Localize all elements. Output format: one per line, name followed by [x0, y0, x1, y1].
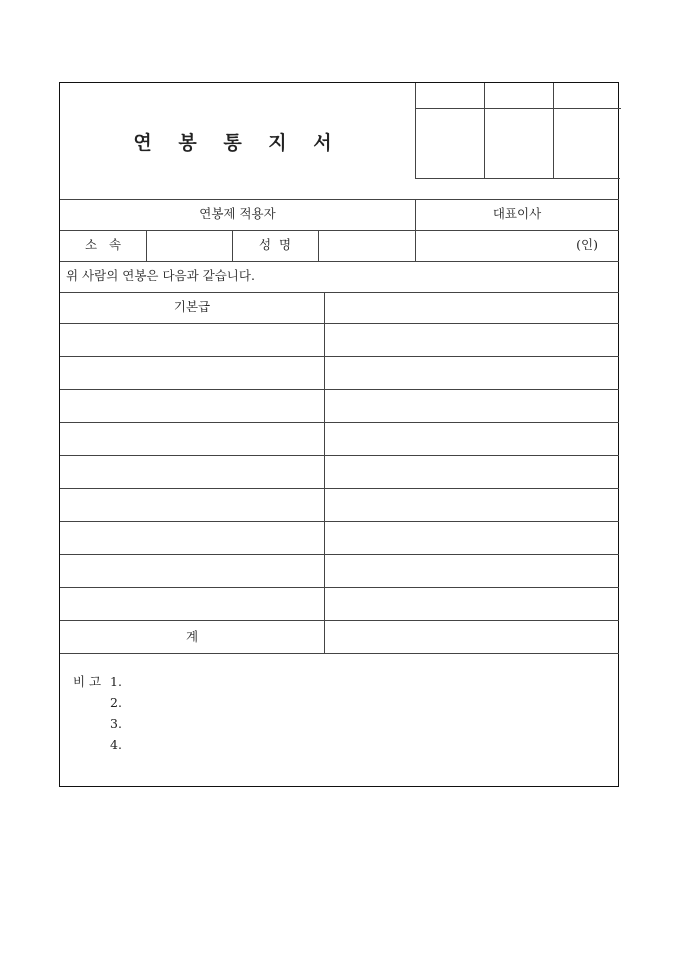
base-salary-field[interactable]: [324, 292, 619, 323]
row-line: [60, 521, 619, 522]
salary-table-col-line: [324, 292, 325, 653]
name-label: 성 명: [258, 237, 292, 252]
remarks-item: 4.: [110, 737, 122, 752]
row-line: [60, 389, 619, 390]
row-line: [60, 422, 619, 423]
name-field[interactable]: [318, 230, 415, 261]
ceo-label: 대표이사: [492, 206, 542, 221]
total-label: 계: [185, 629, 199, 644]
applicant-label: 연봉제 적용자: [199, 206, 276, 221]
remarks-item: 3.: [110, 716, 122, 731]
row-line: [60, 554, 619, 555]
department-field[interactable]: [146, 230, 232, 261]
department-label: 소 속: [84, 237, 122, 252]
approval-box-col-line: [484, 83, 485, 179]
seal-label: (인): [576, 237, 598, 252]
row-line: [60, 356, 619, 357]
row-line: [60, 653, 619, 654]
row-line: [60, 488, 619, 489]
approval-box-divider: [416, 108, 621, 109]
approval-box: [415, 83, 620, 179]
base-salary-label: 기본급: [173, 299, 211, 314]
row-line: [60, 455, 619, 456]
row-line: [60, 587, 619, 588]
remarks-item: 1.: [110, 674, 122, 689]
row-line: [60, 323, 619, 324]
annual-salary-notice-form: [59, 82, 619, 787]
total-field[interactable]: [324, 620, 619, 653]
statement-text: 위 사람의 연봉은 다음과 같습니다.: [66, 268, 255, 283]
remarks-item: 2.: [110, 695, 122, 710]
form-title: 연 봉 통 지 서: [133, 131, 342, 154]
remarks-label: 비 고: [73, 674, 102, 689]
approval-box-col-line: [553, 83, 554, 179]
